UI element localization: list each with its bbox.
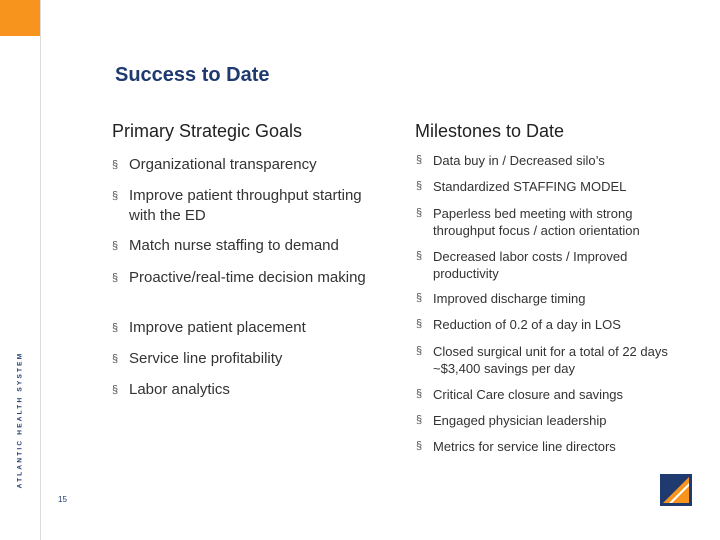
bullet-icon: § xyxy=(416,388,423,400)
list-item-text: Service line profitability xyxy=(129,350,283,367)
list-item xyxy=(416,412,606,429)
page-number: 15 xyxy=(58,495,67,504)
bullet-icon: § xyxy=(112,384,119,396)
bullet-icon: § xyxy=(112,240,119,252)
bullet-icon: § xyxy=(416,345,423,357)
bullet-icon: § xyxy=(112,190,119,202)
slide-title: Success to Date xyxy=(115,64,270,86)
list-item xyxy=(416,152,605,169)
list-item-text: Paperless bed meeting with strong throughput focus / action orientation xyxy=(433,206,640,238)
bullet-icon: § xyxy=(416,154,423,166)
list-item xyxy=(416,438,616,455)
bullet-icon: § xyxy=(112,272,119,284)
list-item-text: Engaged physician leadership xyxy=(433,413,607,428)
bullet-icon: § xyxy=(416,292,423,304)
brand-vertical-text: ATLANTIC HEALTH SYSTEM xyxy=(16,351,24,489)
list-item-text: Improved discharge timing xyxy=(433,291,586,306)
list-item-text: Closed surgical unit for a total of 22 days ~$3,400 savings per day xyxy=(433,344,668,376)
list-item xyxy=(416,205,676,239)
list-item xyxy=(112,236,339,256)
bullet-icon: § xyxy=(416,250,423,262)
bullet-icon: § xyxy=(416,318,423,330)
left-sidebar xyxy=(0,0,41,540)
list-item-text: Labor analytics xyxy=(129,381,230,398)
bullet-icon: § xyxy=(416,414,423,426)
list-item xyxy=(416,248,676,282)
list-item xyxy=(416,316,621,333)
list-item-text: Match nurse staffing to demand xyxy=(129,237,339,254)
list-item xyxy=(112,186,382,226)
company-logo-icon xyxy=(660,474,692,506)
list-item xyxy=(112,380,230,400)
list-item-text: Critical Care closure and savings xyxy=(433,387,624,402)
list-item xyxy=(112,349,282,369)
sidebar-accent-bar xyxy=(0,0,40,36)
list-item-text: Metrics for service line directors xyxy=(433,439,616,454)
list-item xyxy=(416,386,623,403)
bullet-icon: § xyxy=(416,180,423,192)
bullet-icon: § xyxy=(416,207,423,219)
list-item xyxy=(416,178,626,195)
list-item-text: Improve patient throughput starting with the ED xyxy=(129,187,362,224)
list-item-text: Improve patient placement xyxy=(129,319,306,336)
list-item-text: Standardized STAFFING MODEL xyxy=(433,179,627,194)
bullet-icon: § xyxy=(112,353,119,365)
bullet-icon: § xyxy=(112,159,119,171)
list-item xyxy=(112,268,366,288)
bullet-icon: § xyxy=(416,440,423,452)
list-item-text: Organizational transparency xyxy=(129,156,317,173)
list-item-text: Decreased labor costs / Improved productivity xyxy=(433,249,628,281)
bullet-icon: § xyxy=(112,322,119,334)
list-item xyxy=(416,290,585,307)
list-item-text: Reduction of 0.2 of a day in LOS xyxy=(433,317,621,332)
list-item xyxy=(416,343,676,377)
list-item xyxy=(112,155,317,175)
list-item xyxy=(112,318,306,338)
list-item-text: Proactive/real-time decision making xyxy=(129,269,366,286)
right-column-heading: Milestones to Date xyxy=(415,121,565,141)
left-column-heading: Primary Strategic Goals xyxy=(112,121,303,141)
list-item-text: Data buy in / Decreased silo’s xyxy=(433,153,605,168)
